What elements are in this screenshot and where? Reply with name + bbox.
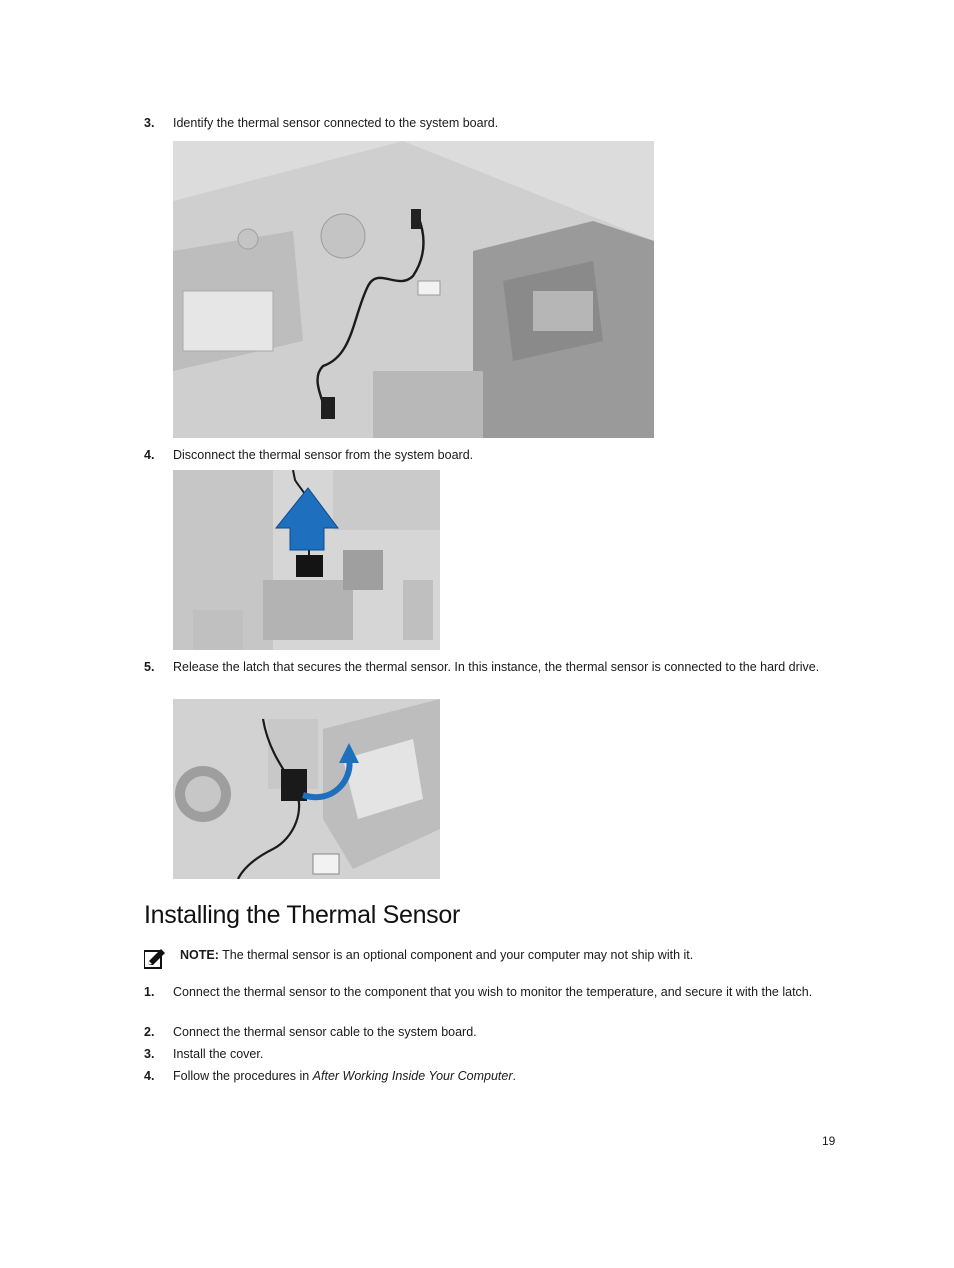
figure-thermal-sensor-latch [173, 699, 440, 879]
install-step-2 [144, 1024, 824, 1041]
figure-thermal-sensor-disconnect [173, 470, 440, 650]
latch-illustration [173, 699, 440, 879]
step-text [173, 1068, 824, 1085]
board-illustration [173, 470, 440, 650]
page-number: 19 [822, 1134, 836, 1148]
note-box [144, 947, 834, 964]
step-number: 4. [144, 1069, 155, 1083]
step-number: 5. [144, 660, 155, 674]
step-5 [144, 659, 824, 676]
note-pencil-icon [144, 949, 166, 969]
note-label: NOTE: [180, 948, 219, 962]
step-number: 4. [144, 448, 155, 462]
install-step-4 [144, 1068, 824, 1085]
step-text-prefix: Follow the procedures in [173, 1069, 313, 1083]
note-body-text: The thermal sensor is an optional component and your computer may not ship with it. [218, 948, 694, 962]
step-number: 1. [144, 985, 155, 999]
install-step-1 [144, 984, 824, 1001]
step-4 [144, 447, 824, 464]
step-3 [144, 115, 824, 132]
step-text-suffix: . [512, 1069, 517, 1083]
chassis-illustration [173, 141, 654, 438]
cross-reference-link: After Working Inside Your Computer [312, 1069, 513, 1083]
section-title: Installing the Thermal Sensor [144, 901, 461, 929]
figure-thermal-sensor-identify [173, 141, 654, 438]
step-text: Install the cover. [173, 1047, 264, 1061]
step-text: Connect the thermal sensor cable to the system board. [173, 1025, 477, 1039]
step-text: Disconnect the thermal sensor from the system board. [173, 448, 474, 462]
step-text: Identify the thermal sensor connected to the system board. [173, 116, 499, 130]
step-text: Release the latch that secures the thermal sensor. In this instance, the thermal sensor is connected to the hard drive. [173, 660, 820, 674]
step-number: 3. [144, 1047, 155, 1061]
step-number: 3. [144, 116, 155, 130]
install-step-3 [144, 1046, 824, 1063]
note-text [180, 947, 834, 964]
step-number: 2. [144, 1025, 155, 1039]
step-text: Connect the thermal sensor to the component that you wish to monitor the temperature, and secure it with the latch. [173, 985, 813, 999]
